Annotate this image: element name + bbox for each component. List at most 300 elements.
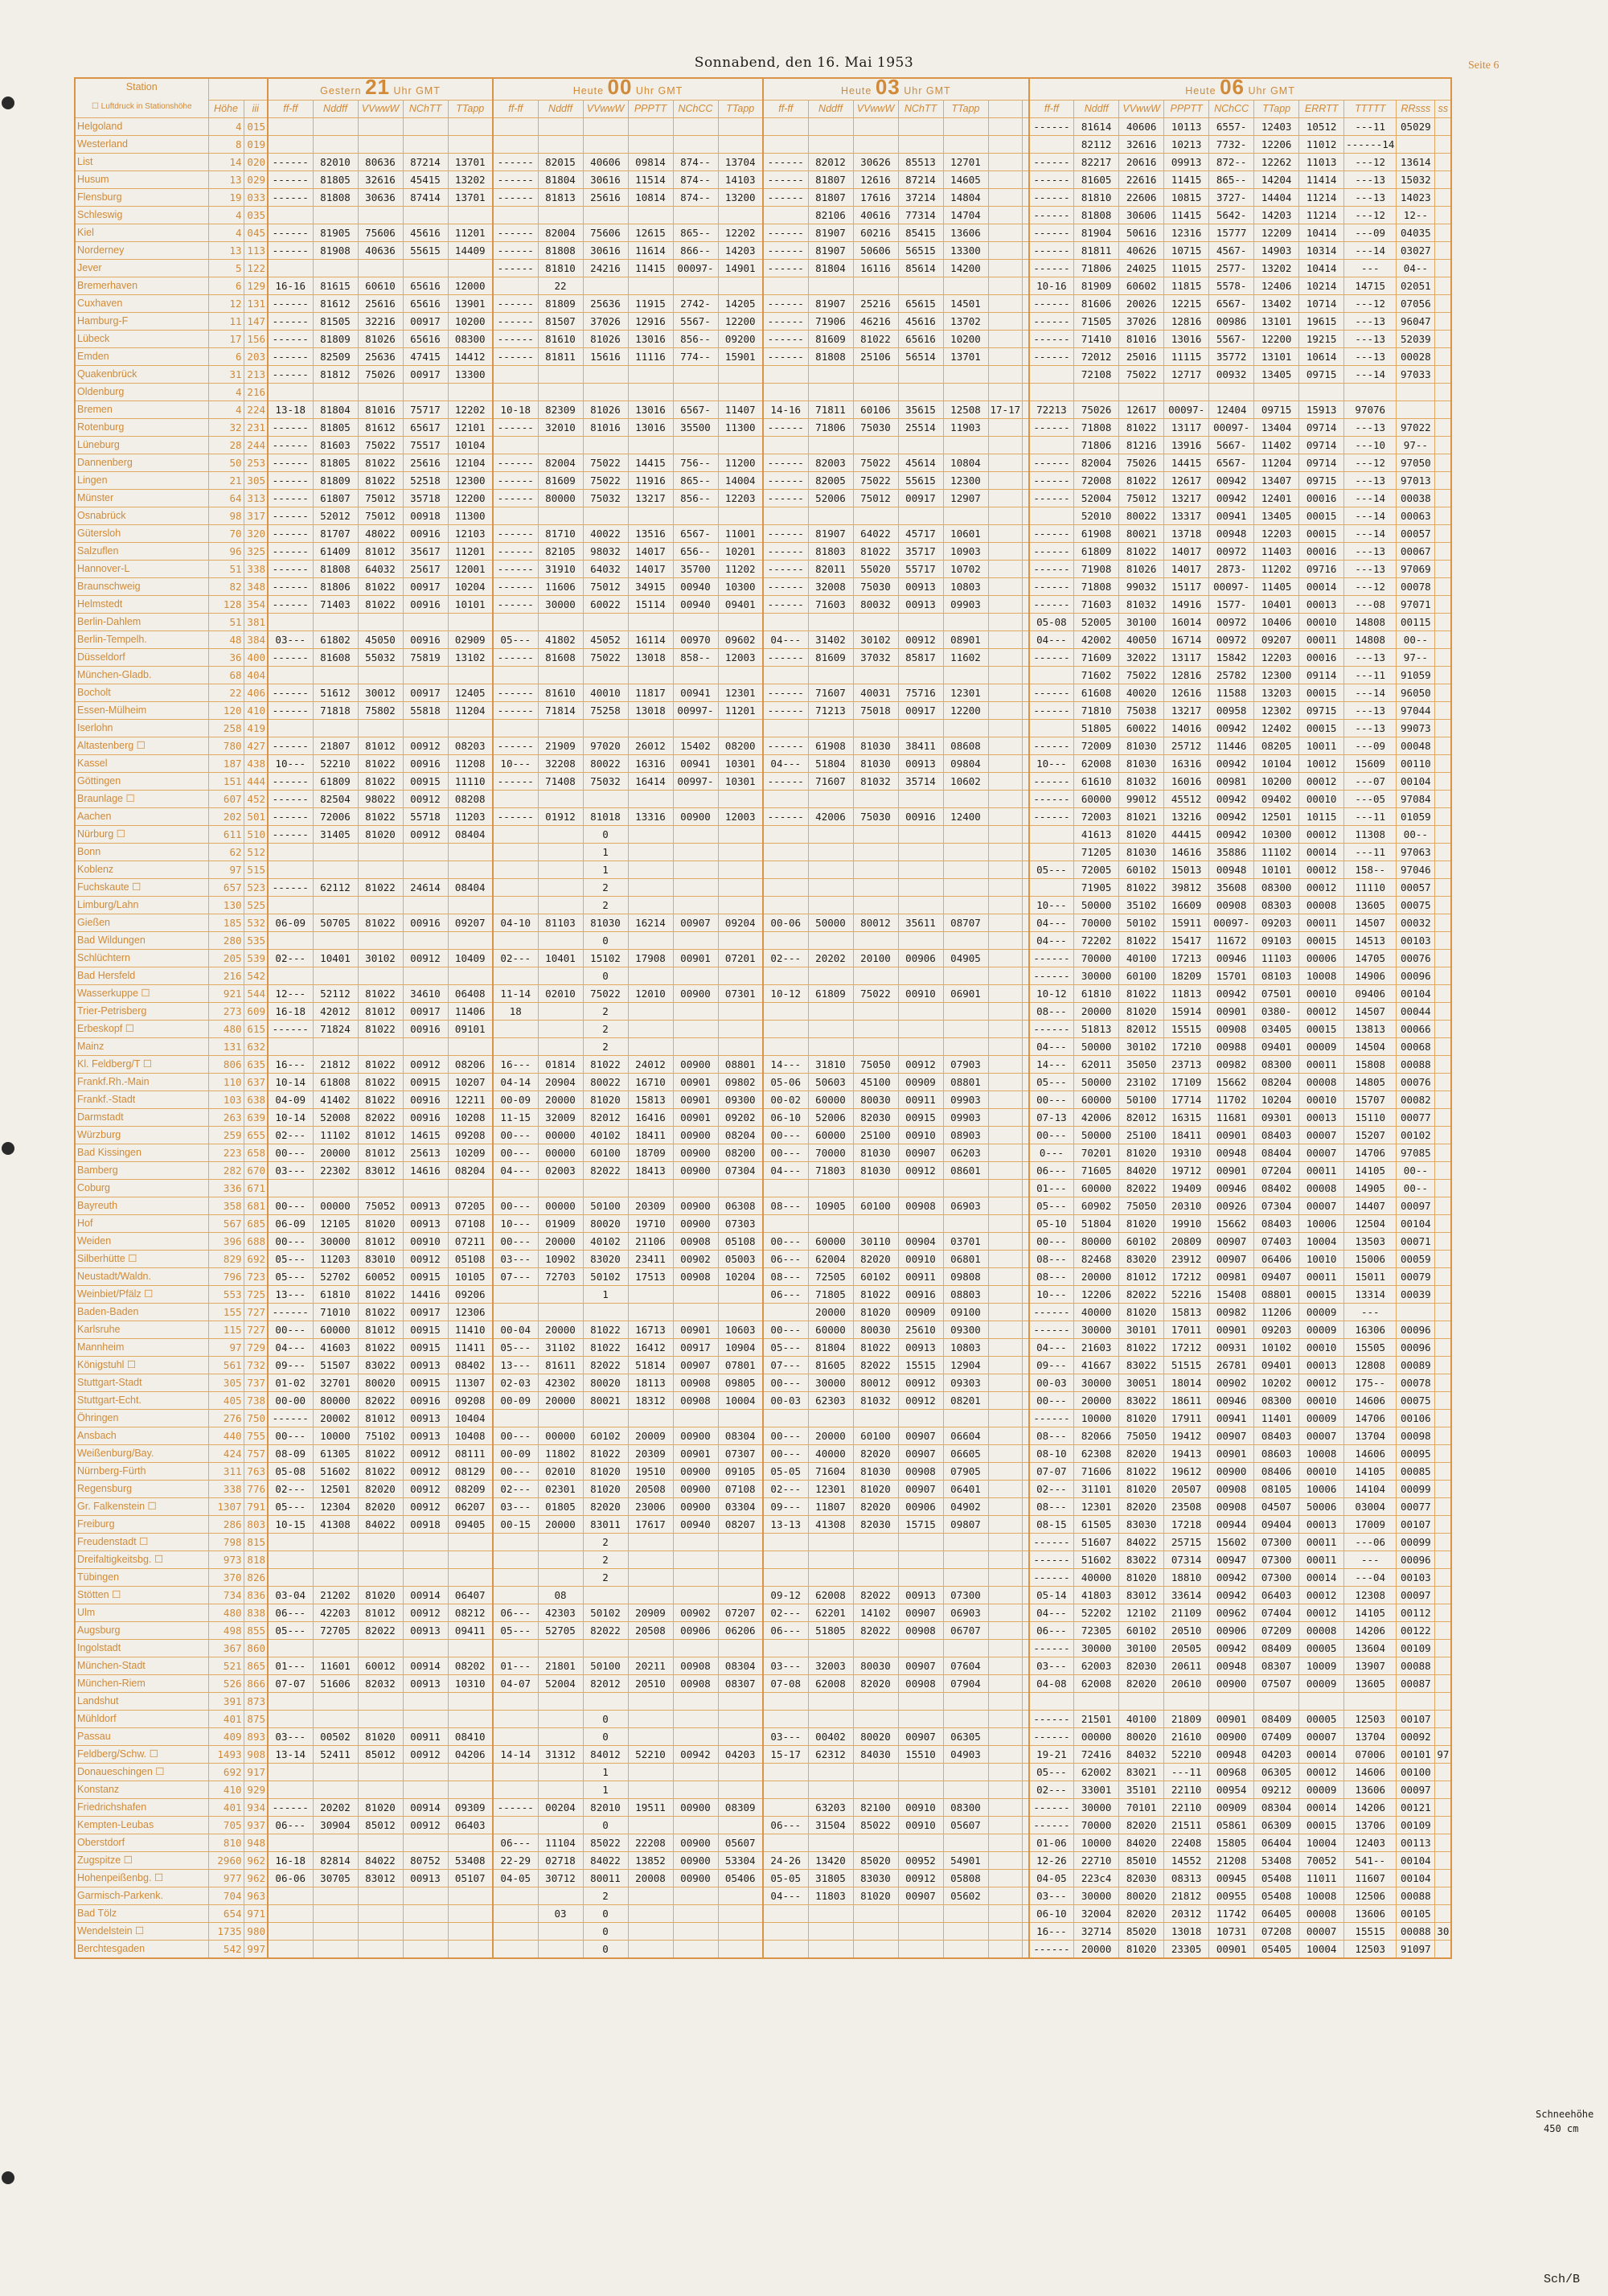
observation-cell: 00955 <box>1209 1887 1254 1905</box>
observation-cell: 00107 <box>1397 1516 1435 1534</box>
observation-cell: 02301 <box>538 1481 583 1498</box>
observation-cell: 82022 <box>853 1357 898 1374</box>
observation-cell: 02--- <box>268 1127 313 1144</box>
station-index: 427 <box>244 737 268 755</box>
observation-cell <box>898 1021 943 1038</box>
observation-cell: 08304 <box>718 1657 763 1675</box>
observation-cell: 00--- <box>1029 1233 1074 1251</box>
observation-cell: 15505 <box>1344 1339 1397 1357</box>
observation-cell: 06--- <box>1029 1162 1074 1180</box>
observation-cell: 61810 <box>313 1286 358 1304</box>
observation-cell: 22408 <box>1164 1834 1209 1852</box>
station-name: Bad Wildungen <box>75 932 208 950</box>
station-index: 410 <box>244 702 268 720</box>
observation-cell: ------ <box>1029 1551 1074 1569</box>
observation-cell <box>403 1693 448 1711</box>
observation-cell <box>1023 649 1029 667</box>
station-index: 438 <box>244 755 268 773</box>
observation-cell <box>718 1304 763 1321</box>
subheader-heute00: ff-ff <box>493 101 538 118</box>
station-index: 213 <box>244 366 268 384</box>
observation-cell <box>763 614 808 631</box>
observation-cell <box>1023 808 1029 826</box>
observation-cell: 10200 <box>1254 773 1299 791</box>
observation-cell: ---13 <box>1344 419 1397 437</box>
observation-cell <box>1023 1197 1029 1215</box>
observation-cell: 00941 <box>1209 507 1254 525</box>
observation-cell: 00914 <box>403 1799 448 1817</box>
observation-cell <box>268 897 313 914</box>
observation-cell: 81611 <box>538 1357 583 1374</box>
observation-cell: 10213 <box>1164 136 1209 154</box>
station-index: 681 <box>244 1197 268 1215</box>
observation-cell: 80752 <box>403 1852 448 1870</box>
observation-cell: 65616 <box>403 295 448 313</box>
observation-cell <box>448 1923 493 1941</box>
observation-cell <box>1023 1516 1029 1534</box>
observation-cell: 00915 <box>403 1339 448 1357</box>
observation-cell <box>358 384 403 401</box>
station-height: 120 <box>208 702 244 720</box>
observation-cell: 541-- <box>1344 1852 1397 1870</box>
observation-cell <box>1435 277 1452 295</box>
observation-cell: 10000 <box>1074 1834 1119 1852</box>
observation-cell: 00908 <box>1209 1498 1254 1516</box>
observation-cell: 55615 <box>403 242 448 260</box>
observation-cell: 20507 <box>1164 1481 1209 1498</box>
observation-cell: 00913 <box>898 755 943 773</box>
station-index: 838 <box>244 1604 268 1622</box>
observation-cell: 14501 <box>943 295 988 313</box>
observation-cell: 00942 <box>1209 1587 1254 1604</box>
observation-cell <box>988 1799 1023 1817</box>
observation-cell <box>718 932 763 950</box>
observation-cell: 97084 <box>1397 791 1435 808</box>
observation-cell: 1 <box>583 1764 628 1781</box>
observation-cell <box>1397 1693 1435 1711</box>
subheader-heute06: ff-ff <box>1029 101 1074 118</box>
observation-cell <box>808 967 853 985</box>
observation-cell: 52518 <box>403 472 448 490</box>
station-row <box>75 985 1451 1003</box>
station-row <box>75 348 1451 366</box>
observation-cell: 75022 <box>583 454 628 472</box>
observation-cell: 874-- <box>673 189 718 207</box>
observation-cell: 81020 <box>1119 1144 1164 1162</box>
observation-cell <box>673 1764 718 1781</box>
observation-cell: ------ <box>1029 419 1074 437</box>
observation-cell: 11407 <box>718 401 763 419</box>
observation-cell: 53304 <box>718 1852 763 1870</box>
observation-cell: 06401 <box>943 1481 988 1498</box>
observation-cell: 80030 <box>853 1657 898 1675</box>
observation-cell <box>1435 260 1452 277</box>
observation-cell: 84032 <box>1119 1746 1164 1764</box>
observation-cell <box>988 136 1023 154</box>
observation-cell: 00009 <box>1299 1038 1344 1056</box>
observation-cell: 11903 <box>943 419 988 437</box>
observation-cell: 15102 <box>583 950 628 967</box>
observation-cell: 62002 <box>1074 1764 1119 1781</box>
observation-cell: 00088 <box>1397 1923 1435 1941</box>
observation-cell <box>448 720 493 737</box>
observation-cell: 11411 <box>448 1339 493 1357</box>
observation-cell: 00103 <box>1397 1569 1435 1587</box>
observation-cell: 97046 <box>1397 861 1435 879</box>
observation-cell <box>718 1180 763 1197</box>
observation-cell: 12617 <box>1119 401 1164 419</box>
observation-cell <box>943 277 988 295</box>
observation-cell: 14903 <box>1254 242 1299 260</box>
observation-cell: 14805 <box>1344 1074 1397 1091</box>
station-index: 544 <box>244 985 268 1003</box>
observation-cell <box>538 879 583 897</box>
observation-cell <box>628 1534 673 1551</box>
observation-cell: 00913 <box>898 1587 943 1604</box>
observation-cell <box>988 472 1023 490</box>
observation-cell: 82012 <box>1119 1021 1164 1038</box>
observation-cell <box>493 1764 538 1781</box>
observation-cell: ---14 <box>1344 242 1397 260</box>
observation-cell: ------ <box>268 543 313 561</box>
observation-cell: 07304 <box>718 1162 763 1180</box>
observation-cell: 60902 <box>1074 1197 1119 1215</box>
observation-cell: 84022 <box>1119 1534 1164 1551</box>
observation-cell: 75050 <box>1119 1197 1164 1215</box>
observation-cell: 11300 <box>448 507 493 525</box>
observation-cell: ---13 <box>1344 543 1397 561</box>
observation-cell <box>898 136 943 154</box>
observation-cell <box>988 1852 1023 1870</box>
observation-cell: 81908 <box>313 242 358 260</box>
observation-cell: 11308 <box>1344 826 1397 844</box>
observation-cell <box>763 879 808 897</box>
station-row <box>75 1427 1451 1445</box>
observation-cell: 12503 <box>1344 1711 1397 1728</box>
observation-cell: 00--- <box>763 1374 808 1392</box>
observation-cell <box>718 1534 763 1551</box>
observation-cell: 75032 <box>583 490 628 507</box>
observation-cell: 81803 <box>808 543 853 561</box>
observation-cell: ---13 <box>1344 702 1397 720</box>
station-height: 17 <box>208 331 244 348</box>
observation-cell: 00916 <box>403 1392 448 1410</box>
observation-cell: 32022 <box>1119 649 1164 667</box>
observation-cell: 40102 <box>583 1233 628 1251</box>
observation-cell <box>808 277 853 295</box>
observation-cell: 65616 <box>403 277 448 295</box>
observation-cell: 13016 <box>1164 331 1209 348</box>
observation-cell <box>628 667 673 684</box>
station-name: Erbeskopf ☐ <box>75 1021 208 1038</box>
station-index: 535 <box>244 932 268 950</box>
station-index: 231 <box>244 419 268 437</box>
observation-cell: 81020 <box>1119 1481 1164 1498</box>
observation-cell <box>1435 171 1452 189</box>
observation-cell <box>988 561 1023 578</box>
station-name: Essen-Mülheim <box>75 702 208 720</box>
observation-cell: 09913 <box>1164 154 1209 171</box>
observation-cell: 81022 <box>1119 472 1164 490</box>
observation-cell: 00908 <box>1209 1021 1254 1038</box>
observation-cell: 21202 <box>313 1587 358 1604</box>
observation-cell: 20309 <box>628 1197 673 1215</box>
station-name: Hannover-L <box>75 561 208 578</box>
station-name: Cuxhaven <box>75 295 208 313</box>
observation-cell: 84022 <box>583 1852 628 1870</box>
observation-cell: 16-18 <box>268 1852 313 1870</box>
station-row <box>75 1109 1451 1127</box>
observation-cell <box>493 932 538 950</box>
observation-cell: 81022 <box>853 1286 898 1304</box>
observation-cell: 13317 <box>1164 507 1209 525</box>
observation-cell <box>493 118 538 136</box>
station-row <box>75 1905 1451 1923</box>
observation-cell: ------ <box>268 224 313 242</box>
observation-cell <box>628 136 673 154</box>
observation-cell <box>448 118 493 136</box>
observation-cell <box>763 1923 808 1941</box>
station-height: 4 <box>208 401 244 419</box>
observation-cell: 12203 <box>718 490 763 507</box>
observation-cell: 18014 <box>1164 1374 1209 1392</box>
observation-cell: 81012 <box>358 1233 403 1251</box>
observation-cell: 08204 <box>1254 1074 1299 1091</box>
station-height: 367 <box>208 1640 244 1657</box>
observation-cell: 11588 <box>1209 684 1254 702</box>
observation-cell: 14105 <box>1344 1162 1397 1180</box>
observation-cell: ------ <box>763 419 808 437</box>
observation-cell <box>1435 118 1452 136</box>
observation-cell <box>628 1923 673 1941</box>
station-index: 129 <box>244 277 268 295</box>
group-header-gestern-21: Gestern 21 Uhr GMT <box>268 78 493 101</box>
observation-cell: 06-10 <box>763 1109 808 1127</box>
observation-cell: ------ <box>763 490 808 507</box>
observation-cell <box>448 1887 493 1905</box>
observation-cell: 13407 <box>1254 472 1299 490</box>
observation-cell: 0 <box>583 1941 628 1959</box>
station-row <box>75 578 1451 596</box>
observation-cell <box>1023 260 1029 277</box>
station-index: 444 <box>244 773 268 791</box>
observation-cell: 62008 <box>808 1675 853 1693</box>
observation-cell: 00912 <box>403 1251 448 1268</box>
observation-cell: 09303 <box>943 1374 988 1392</box>
observation-cell: 00010 <box>1299 985 1344 1003</box>
station-height: 5 <box>208 260 244 277</box>
observation-cell: 20000 <box>313 1144 358 1162</box>
observation-cell <box>898 667 943 684</box>
observation-cell: 41402 <box>313 1091 358 1109</box>
observation-cell: 11817 <box>628 684 673 702</box>
observation-cell: ------ <box>268 507 313 525</box>
observation-cell: 61610 <box>1074 773 1119 791</box>
observation-cell <box>1029 720 1074 737</box>
station-row <box>75 1640 1451 1657</box>
observation-cell: 00000 <box>538 1197 583 1215</box>
observation-cell: 10300 <box>718 578 763 596</box>
observation-cell <box>853 437 898 454</box>
observation-cell: 00005 <box>1299 1711 1344 1728</box>
observation-cell: 20616 <box>1119 154 1164 171</box>
observation-cell: 00942 <box>673 1746 718 1764</box>
station-index: 020 <box>244 154 268 171</box>
observation-cell: 856-- <box>673 490 718 507</box>
observation-cell: 00911 <box>898 1091 943 1109</box>
observation-cell <box>628 1551 673 1569</box>
observation-cell <box>538 1003 583 1021</box>
observation-cell <box>718 1764 763 1781</box>
observation-cell: 83010 <box>358 1251 403 1268</box>
observation-cell: 14605 <box>943 171 988 189</box>
observation-cell: 01-02 <box>268 1374 313 1392</box>
observation-cell: 00982 <box>1209 1304 1254 1321</box>
observation-cell: 00113 <box>1397 1834 1435 1852</box>
observation-cell <box>988 1941 1023 1959</box>
station-index: 655 <box>244 1127 268 1144</box>
observation-cell <box>718 277 763 295</box>
observation-cell <box>493 1534 538 1551</box>
observation-cell: 10-15 <box>268 1516 313 1534</box>
observation-cell <box>583 118 628 136</box>
observation-cell: 18611 <box>1164 1392 1209 1410</box>
observation-cell: 40000 <box>1074 1569 1119 1587</box>
observation-cell: 00900 <box>1209 1463 1254 1481</box>
observation-cell: 10204 <box>448 578 493 596</box>
observation-cell <box>988 1463 1023 1481</box>
observation-cell: ---13 <box>1344 331 1397 348</box>
observation-cell: ------ <box>268 472 313 490</box>
observation-cell <box>538 1640 583 1657</box>
observation-cell: 81103 <box>538 914 583 932</box>
station-height: 13 <box>208 171 244 189</box>
observation-cell: 17513 <box>628 1268 673 1286</box>
observation-cell <box>673 1021 718 1038</box>
observation-cell <box>403 614 448 631</box>
observation-cell: 00916 <box>403 1021 448 1038</box>
observation-cell <box>448 861 493 879</box>
observation-cell: 55717 <box>898 561 943 578</box>
observation-cell <box>988 914 1023 932</box>
observation-cell <box>313 136 358 154</box>
observation-cell <box>808 366 853 384</box>
observation-cell: ------ <box>268 348 313 366</box>
observation-cell: 00909 <box>1209 1799 1254 1817</box>
observation-cell: 51602 <box>313 1463 358 1481</box>
observation-cell: 62003 <box>1074 1657 1119 1675</box>
observation-cell: 08409 <box>1254 1711 1299 1728</box>
observation-cell <box>718 207 763 224</box>
observation-cell: 09411 <box>448 1622 493 1640</box>
observation-cell: 6567- <box>673 525 718 543</box>
observation-cell <box>313 1905 358 1923</box>
observation-cell <box>763 437 808 454</box>
observation-cell <box>853 844 898 861</box>
observation-cell <box>403 1534 448 1551</box>
observation-cell <box>358 967 403 985</box>
observation-cell: 02--- <box>1029 1781 1074 1799</box>
observation-cell: 03--- <box>1029 1657 1074 1675</box>
observation-cell <box>1435 1799 1452 1817</box>
observation-cell: ------ <box>1029 295 1074 313</box>
observation-cell: 03701 <box>943 1233 988 1251</box>
observation-cell: 80020 <box>853 1728 898 1746</box>
observation-cell: 00015 <box>1299 1817 1344 1834</box>
observation-cell: 70000 <box>1074 950 1119 967</box>
observation-cell: 00912 <box>403 1604 448 1622</box>
station-index: 216 <box>244 384 268 401</box>
station-height: 526 <box>208 1675 244 1693</box>
station-index: 737 <box>244 1374 268 1392</box>
observation-cell: 40020 <box>1119 684 1164 702</box>
station-height: 358 <box>208 1197 244 1215</box>
observation-cell <box>898 967 943 985</box>
observation-cell: 00--- <box>493 1427 538 1445</box>
observation-cell: 80020 <box>583 1215 628 1233</box>
observation-cell <box>268 614 313 631</box>
observation-cell: 60000 <box>1074 1091 1119 1109</box>
observation-cell: 14--- <box>763 1056 808 1074</box>
observation-cell <box>1023 1056 1029 1074</box>
observation-cell: 00912 <box>898 1374 943 1392</box>
observation-cell: 03--- <box>1029 1887 1074 1905</box>
observation-cell: 11116 <box>628 348 673 366</box>
observation-cell <box>1299 384 1344 401</box>
observation-cell: 11102 <box>1254 844 1299 861</box>
observation-cell: 00948 <box>1209 1657 1254 1675</box>
observation-cell <box>1119 1693 1164 1711</box>
observation-cell: 15602 <box>1209 1534 1254 1551</box>
observation-cell: 00942 <box>1209 490 1254 507</box>
station-height: 1493 <box>208 1746 244 1764</box>
subheader-heute06: RRsss <box>1397 101 1435 118</box>
observation-cell: 81804 <box>808 260 853 277</box>
observation-cell: 20510 <box>628 1675 673 1693</box>
observation-cell <box>628 366 673 384</box>
observation-cell: 13217 <box>1164 702 1209 720</box>
observation-cell: 10004 <box>1299 1941 1344 1959</box>
observation-cell: 17109 <box>1164 1074 1209 1091</box>
observation-cell: 71602 <box>1074 667 1119 684</box>
observation-cell: 45052 <box>583 631 628 649</box>
observation-cell: 14017 <box>1164 543 1209 561</box>
observation-cell <box>898 861 943 879</box>
observation-cell: ------ <box>1029 737 1074 755</box>
observation-cell <box>808 844 853 861</box>
observation-cell <box>628 1569 673 1587</box>
observation-cell <box>763 1038 808 1056</box>
station-height: 401 <box>208 1799 244 1817</box>
observation-cell: 70101 <box>1119 1799 1164 1817</box>
observation-cell <box>1435 1268 1452 1286</box>
observation-cell: 98032 <box>583 543 628 561</box>
observation-cell <box>493 1923 538 1941</box>
station-height: 4 <box>208 224 244 242</box>
station-name: Gr. Falkenstein ☐ <box>75 1498 208 1516</box>
observation-cell <box>673 1887 718 1905</box>
observation-cell <box>1435 419 1452 437</box>
observation-cell: 00997- <box>673 702 718 720</box>
observation-cell: ------ <box>493 737 538 755</box>
observation-cell: 51612 <box>313 684 358 702</box>
observation-cell: 00015 <box>1299 1021 1344 1038</box>
station-index: 729 <box>244 1339 268 1357</box>
observation-cell <box>808 1215 853 1233</box>
observation-cell: 05607 <box>718 1834 763 1852</box>
observation-cell <box>673 366 718 384</box>
observation-cell <box>763 826 808 844</box>
